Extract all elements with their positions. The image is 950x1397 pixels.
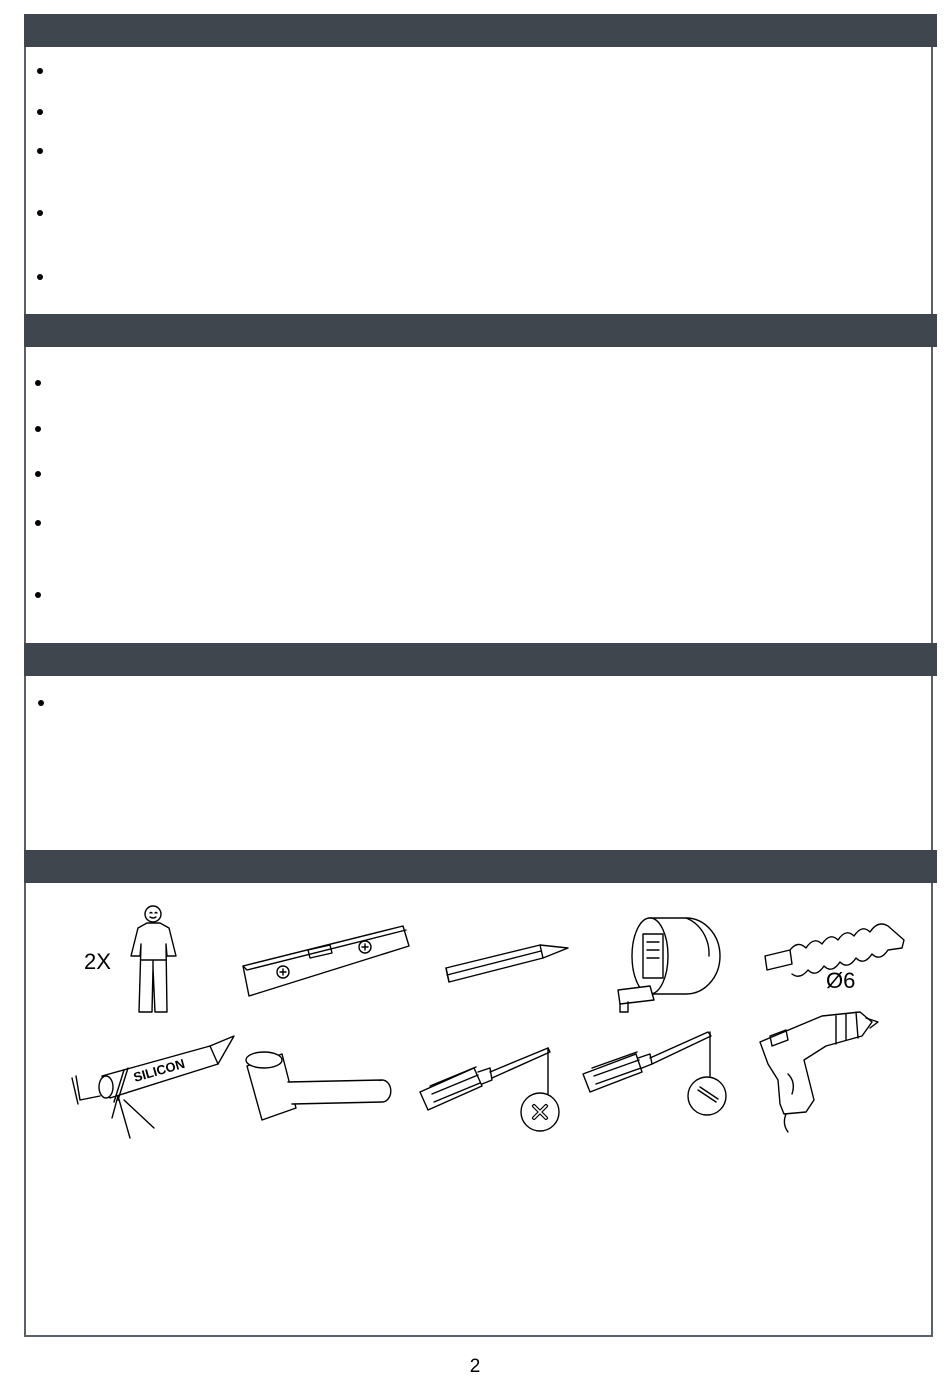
drill-bit-diameter-label: Ø6 xyxy=(826,968,856,993)
caulking-gun-icon xyxy=(72,1036,234,1138)
silicon-label: SILICON xyxy=(131,1055,187,1085)
spirit-level-icon xyxy=(243,926,409,996)
person-icon xyxy=(131,906,176,1012)
flat-screwdriver-icon xyxy=(583,1032,726,1115)
pencil-icon xyxy=(446,945,568,982)
power-drill-icon xyxy=(760,1012,878,1132)
mallet-icon xyxy=(246,1052,391,1120)
phillips-screwdriver-icon xyxy=(420,1048,559,1131)
page-number: 2 xyxy=(469,1356,481,1377)
tape-measure-icon xyxy=(618,918,720,1012)
persons-count-label: 2X xyxy=(84,949,111,974)
